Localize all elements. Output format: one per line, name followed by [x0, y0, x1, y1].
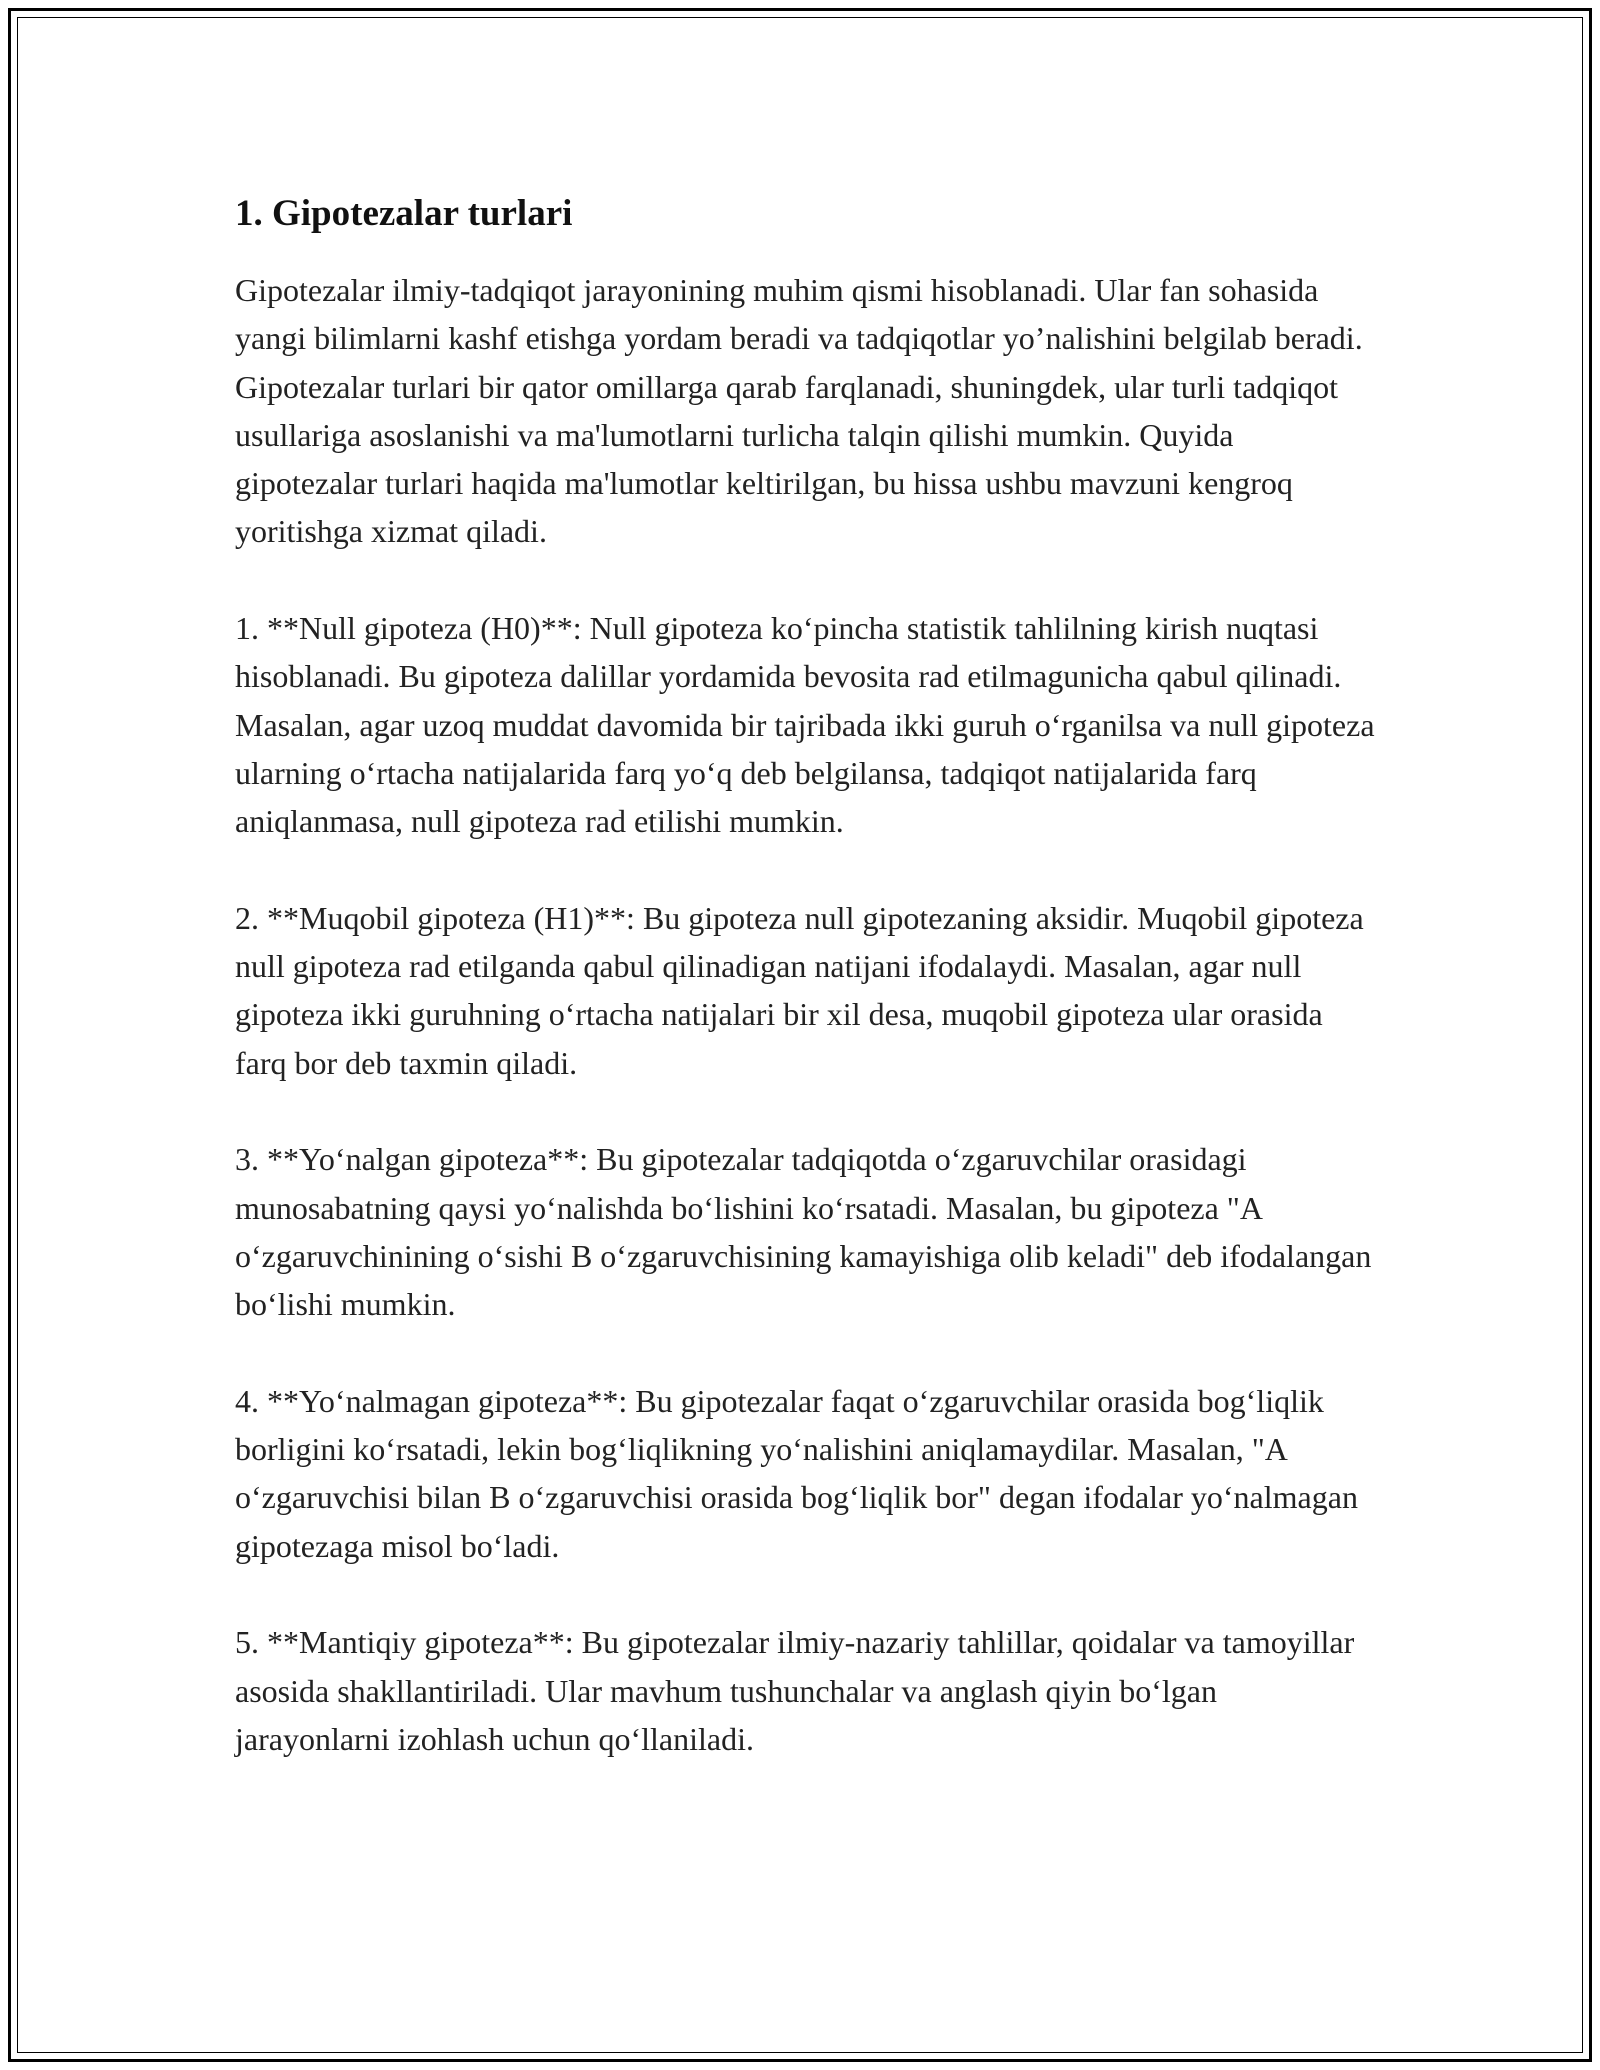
section-heading: 1. Gipotezalar turlari [235, 193, 573, 234]
logical-hypothesis-paragraph: 5. **Mantiqiy gipoteza**: Bu gipotezalar ilmiy-nazariy tahlillar, qoidalar va tamoyillar asosida shakllantiriladi. Ular mavhum tushunchalar va anglash qiyin boʻlgan jarayonlarni izohlash uchun qoʻllaniladi. [235, 1624, 1355, 1757]
non-directional-hypothesis-paragraph: 4. **Yoʻnalmagan gipoteza**: Bu gipotezalar faqat oʻzgaruvchilar orasida bogʻliqlik borligini koʻrsatadi, lekin bogʻliqlikning yoʻnalishini aniqlamaydilar. Masalan, "A oʻzgaruvchisi bilan B oʻzgaruvchisi orasida bogʻliqlik bor" degan ifodalar yoʻnalmagan gipotezaga misol boʻladi. [235, 1382, 1358, 1564]
alternative-hypothesis-paragraph: 2. **Muqobil gipoteza (H1)**: Bu gipoteza null gipotezaning aksidir. Muqobil gipoteza null gipoteza rad etilganda qabul qilinadigan natijani ifodalaydi. Masalan, agar null gipoteza ikki guruhning oʻrtacha natijalari bir xil desa, muqobil gipoteza ular orasida farq bor deb taxmin qiladi. [235, 899, 1364, 1081]
null-hypothesis-paragraph: 1. **Null gipoteza (H0)**: Null gipoteza koʻpincha statistik tahlilning kirish nuqtasi hisoblanadi. Bu gipoteza dalillar yordamida bevosita rad etilmagunicha qabul qilinadi. Masalan, agar uzoq muddat davomida bir tajribada ikki guruh oʻrganilsa va null gipoteza ularning oʻrtacha natijalarida farq yoʻq deb belgilansa, tadqiqot natijalarida farq aniqlanmasa, null gipoteza rad etilishi mumkin. [235, 610, 1375, 840]
directional-hypothesis-paragraph: 3. **Yoʻnalgan gipoteza**: Bu gipotezalar tadqiqotda oʻzgaruvchilar orasidagi munosabatning qaysi yoʻnalishda boʻlishini koʻrsatadi. Masalan, bu gipoteza "A oʻzgaruvchinining oʻsishi B oʻzgaruvchisining kamayishiga olib keladi" deb ifodalangan boʻlishi mumkin. [235, 1141, 1372, 1323]
intro-paragraph: Gipotezalar ilmiy-tadqiqot jarayonining muhim qismi hisoblanadi. Ular fan sohasida yangi bilimlarni kashf etishga yordam beradi va tadqiqotlar yo’nalishini belgilab beradi. Gipotezalar turlari bir qator omillarga qarab farqlanadi, shuningdek, ular turli tadqiqot usullariga asoslanishi va ma'lumotlarni turlicha talqin qilishi mumkin. Quyida gipotezalar turlari haqida ma'lumotlar keltirilgan, bu hissa ushbu mavzuni kengroq yoritishga xizmat qiladi. [235, 272, 1363, 550]
document-body [235, 188, 1375, 1812]
